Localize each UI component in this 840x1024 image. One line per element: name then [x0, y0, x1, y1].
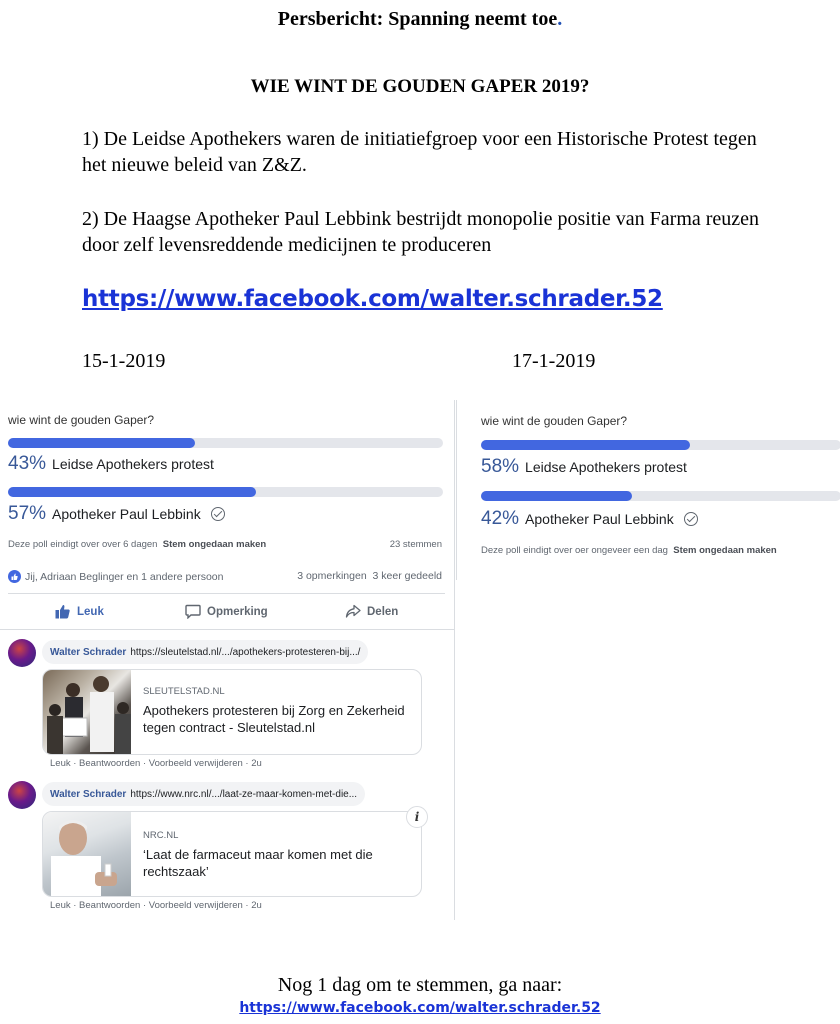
engagement-counts [297, 570, 442, 582]
info-icon[interactable]: i [406, 806, 428, 828]
poll-bar-fill-1 [8, 438, 195, 448]
reactions-summary[interactable]: Jij, Adriaan Beglinger en 1 andere persoon [8, 570, 223, 583]
poll-question: wie wint de gouden Gaper? [481, 414, 628, 428]
poll-meta: Deze poll eindigt over oer ongeveer een dag Stem ongedaan maken [481, 545, 777, 556]
link-preview[interactable] [42, 811, 422, 897]
date-right: 17-1-2019 [512, 350, 596, 372]
poll-option-2[interactable] [8, 503, 225, 525]
comment-bubble [42, 640, 368, 664]
poll-meta: Deze poll eindigt over over 6 dagen Stem ongedaan maken [8, 539, 267, 550]
preview-title: ‘Laat de farmaceut maar komen met die rechtszaak’ [143, 847, 373, 879]
poll-option-pct: 57% [8, 503, 47, 524]
like-button[interactable]: Leuk [55, 604, 104, 619]
divider [8, 593, 445, 594]
poll-option-1[interactable] [481, 456, 687, 478]
speech-bubble-icon [185, 604, 201, 619]
poll-card-left [0, 400, 455, 920]
poll-bar-track-1 [481, 440, 840, 450]
poll-option-label: Leidse Apothekers protest [525, 459, 687, 475]
poll-question: wie wint de gouden Gaper? [8, 413, 155, 427]
poll-option-2[interactable] [481, 508, 698, 530]
paragraph-1: 1) De Leidse Apothekers waren de initiatiefgroep voor een Historische Protest tegen het nieuwe beleid van Z&Z. [82, 128, 757, 176]
check-circle-icon [211, 507, 225, 521]
preview-source: NRC.NL [143, 830, 179, 841]
poll-option-1[interactable] [8, 453, 214, 475]
link-preview[interactable] [42, 669, 422, 755]
poll-card-right [456, 400, 840, 580]
preview-image [43, 670, 131, 755]
poll-bar-fill-1 [481, 440, 690, 450]
comment-author[interactable]: Walter Schrader [50, 788, 127, 800]
undo-vote-link[interactable]: Stem ongedaan maken [162, 539, 267, 550]
comment-url[interactable]: https://www.nrc.nl/.../laat-ze-maar-komen-met-die... [130, 788, 358, 800]
footer-text: Nog 1 dag om te stemmen, ga naar: [277, 974, 563, 996]
check-circle-icon [684, 512, 698, 526]
comment-actions[interactable]: Leuk · Beantwoorden · Voorbeeld verwijderen · 2u [50, 758, 262, 769]
avatar[interactable] [8, 781, 36, 809]
poll-option-label: Apotheker Paul Lebbink [52, 506, 201, 522]
poll-bar-track-2 [8, 487, 443, 497]
avatar[interactable] [8, 639, 36, 667]
date-left: 15-1-2019 [82, 350, 166, 372]
press-title: Persbericht: Spanning neemt toe. [277, 8, 563, 30]
preview-image [43, 812, 131, 897]
poll-option-pct: 42% [481, 508, 520, 529]
like-badge-icon [8, 570, 21, 583]
poll-bar-track-2 [481, 491, 840, 501]
facebook-link[interactable]: https://www.facebook.com/walter.schrader.52 [82, 286, 663, 312]
footer-link[interactable]: https://www.facebook.com/walter.schrader.52 [239, 1000, 601, 1016]
preview-source: SLEUTELSTAD.NL [143, 686, 225, 697]
preview-title: Apothekers protesteren bij Zorg en Zekerheid tegen contract - Sleutelstad.nl [143, 703, 405, 735]
thumbs-up-icon [55, 604, 71, 619]
poll-bar-fill-2 [481, 491, 632, 501]
share-button[interactable]: Delen [345, 604, 398, 619]
poll-option-pct: 58% [481, 456, 520, 477]
share-arrow-icon [345, 604, 361, 619]
comments-count[interactable]: 3 opmerkingen [297, 570, 367, 582]
poll-bar-fill-2 [8, 487, 256, 497]
poll-option-label: Apotheker Paul Lebbink [525, 511, 674, 527]
title-dot: . [557, 8, 563, 30]
vote-count: 23 stemmen [389, 539, 442, 550]
paragraph-2: 2) De Haagse Apotheker Paul Lebbink bestrijdt monopolie positie van Farma reuzen door zelf levensreddende medicijnen te produceren [82, 208, 760, 256]
comment-bubble [42, 782, 365, 806]
comment-actions[interactable]: Leuk · Beantwoorden · Voorbeeld verwijderen · 2u [50, 900, 262, 911]
poll-option-label: Leidse Apothekers protest [52, 456, 214, 472]
comment-url[interactable]: https://sleutelstad.nl/.../apothekers-protesteren-bij.../ [130, 646, 361, 658]
poll-option-pct: 43% [8, 453, 47, 474]
undo-vote-link[interactable]: Stem ongedaan maken [673, 545, 777, 556]
headline: WIE WINT DE GOUDEN GAPER 2019? [250, 76, 590, 97]
comment-button[interactable]: Opmerking [185, 604, 268, 619]
shares-count[interactable]: 3 keer gedeeld [372, 570, 442, 582]
divider [0, 629, 455, 630]
comment-author[interactable]: Walter Schrader [50, 646, 127, 658]
poll-bar-track-1 [8, 438, 443, 448]
